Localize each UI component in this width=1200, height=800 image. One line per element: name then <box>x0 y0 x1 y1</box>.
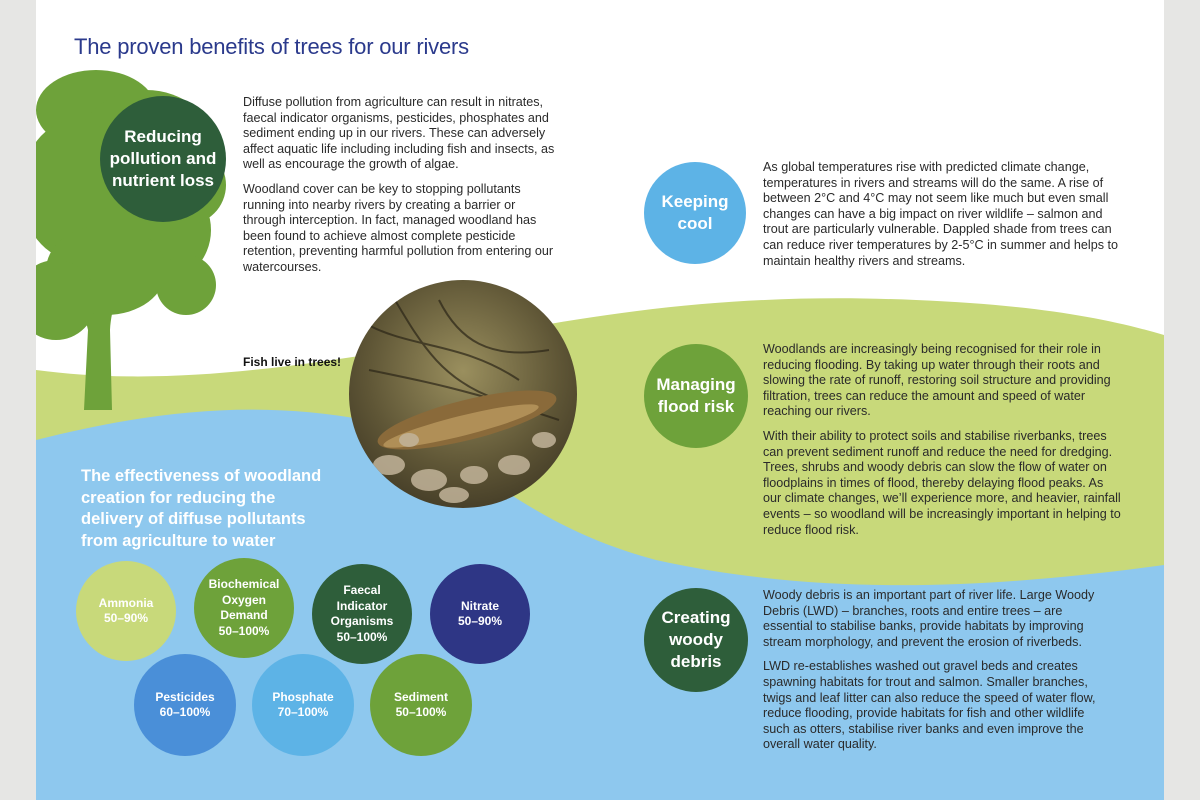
faecal-value: 50–100% <box>336 629 388 644</box>
cool-label: Keeping cool <box>661 192 729 233</box>
bod-circle <box>194 558 294 658</box>
pollution-text <box>243 95 555 285</box>
sediment-value: 50–100% <box>395 705 447 719</box>
fish-in-river-image <box>349 280 577 508</box>
pollution-label: Reducing pollution and nutrient loss <box>109 127 217 190</box>
debris-label: Creating woody debris <box>661 608 731 671</box>
cool-text <box>763 160 1123 278</box>
phosphate-circle <box>252 654 354 756</box>
pollution-circle <box>100 96 226 222</box>
sediment-circle <box>370 654 472 756</box>
nitrate-label: Nitrate <box>460 598 499 613</box>
debris-text <box>763 588 1113 762</box>
ammonia-circle <box>76 561 176 661</box>
nitrate-circle <box>430 564 530 664</box>
pollution-paragraph-2: Woodland cover can be key to stopping pollutants running into nearby rivers by creating a barrier or through interception. In fact, managed woodland has been found to achieve almost complete pesticide retention, preventing harmful pollution from entering our watercourses. <box>243 181 554 274</box>
cool-circle <box>644 162 746 264</box>
flood-paragraph-2: With their ability to protect soils and stabilise riverbanks, trees can prevent sediment runoff and reduce the need for dredging. Trees, shrubs and woody debris can slow the flow of water on floodplains in times of flood, thereby delaying flood peaks. As our climate changes, we’ll experience more, and heavier, rainfall events – so woodland will be increasingly important in helping to reduce flood risk. <box>763 428 1121 537</box>
flood-paragraph-1: Woodlands are increasingly being recognised for their role in reducing flooding. By taking up water through their roots and slowing the rate of runoff, restoring soil structure and providing filtration, trees can reduce the amount and speed of water reaching our rivers. <box>763 342 1111 419</box>
photo-caption: Fish live in trees! <box>243 355 342 369</box>
pollution-paragraph-1: Diffuse pollution from agriculture can result in nitrates, faecal indicator organisms, pesticides, phosphates and sediment ending up in our rivers. These can adversely affect aquatic life including including fish and insects, as well as encourage the growth of algae. <box>243 95 555 172</box>
cool-paragraph-1: As global temperatures rise with predicted climate change, temperatures in rivers and streams will do the same. A rise of between 2°C and 4°C may not seem like much but even small changes can have a big impact on river wildlife – salmon and trout are particularly vulnerable. Dappled shade from trees can can reduce river temperatures by 2-5°C in summer and helps to maintain healthy rivers and streams. <box>763 160 1119 268</box>
phosphate-label: Phosphate <box>272 689 334 704</box>
debris-paragraph-2: LWD re-establishes washed out gravel beds and creates spawning habitats for trout and salmon. Smaller branches, twigs and leaf litter can also reduce the speed of water flow, reduce flooding, provide habitats for fish and other wildlife such as otters, stabilise river banks and even improve the overall water quality. <box>763 659 1096 752</box>
faecal-circle <box>312 564 412 664</box>
sediment-label: Sediment <box>393 689 448 704</box>
pesticides-label: Pesticides <box>155 689 215 704</box>
infographic-page <box>36 0 1164 800</box>
debris-circle <box>644 588 748 692</box>
pesticides-circle <box>134 654 236 756</box>
bod-value: 50–100% <box>218 623 270 638</box>
pesticides-value: 60–100% <box>159 705 211 719</box>
flood-circle <box>644 344 748 448</box>
nitrate-value: 50–90% <box>457 614 503 628</box>
page-title: The proven benefits of trees for our rivers <box>74 34 469 59</box>
ammonia-value: 50–90% <box>103 611 149 625</box>
flood-label: Managing flood risk <box>656 375 736 416</box>
fish-photo <box>349 280 577 508</box>
effectiveness-heading: The effectiveness of woodland creation for reducing the delivery of diffuse pollutants from agriculture to water <box>81 467 322 550</box>
faecal-label: Faecal Indicator Organisms <box>330 583 394 628</box>
bod-label: Biochemical Oxygen Demand <box>208 577 280 622</box>
flood-text <box>763 342 1123 547</box>
phosphate-value: 70–100% <box>277 705 329 719</box>
ammonia-label: Ammonia <box>98 595 154 610</box>
debris-paragraph-1: Woody debris is an important part of river life. Large Woody Debris (LWD) – branches, roots and entire trees – are essential to stabilise banks, provide habitats by improving stream morphology, and prevent the erosion of riverbeds. <box>763 588 1095 649</box>
